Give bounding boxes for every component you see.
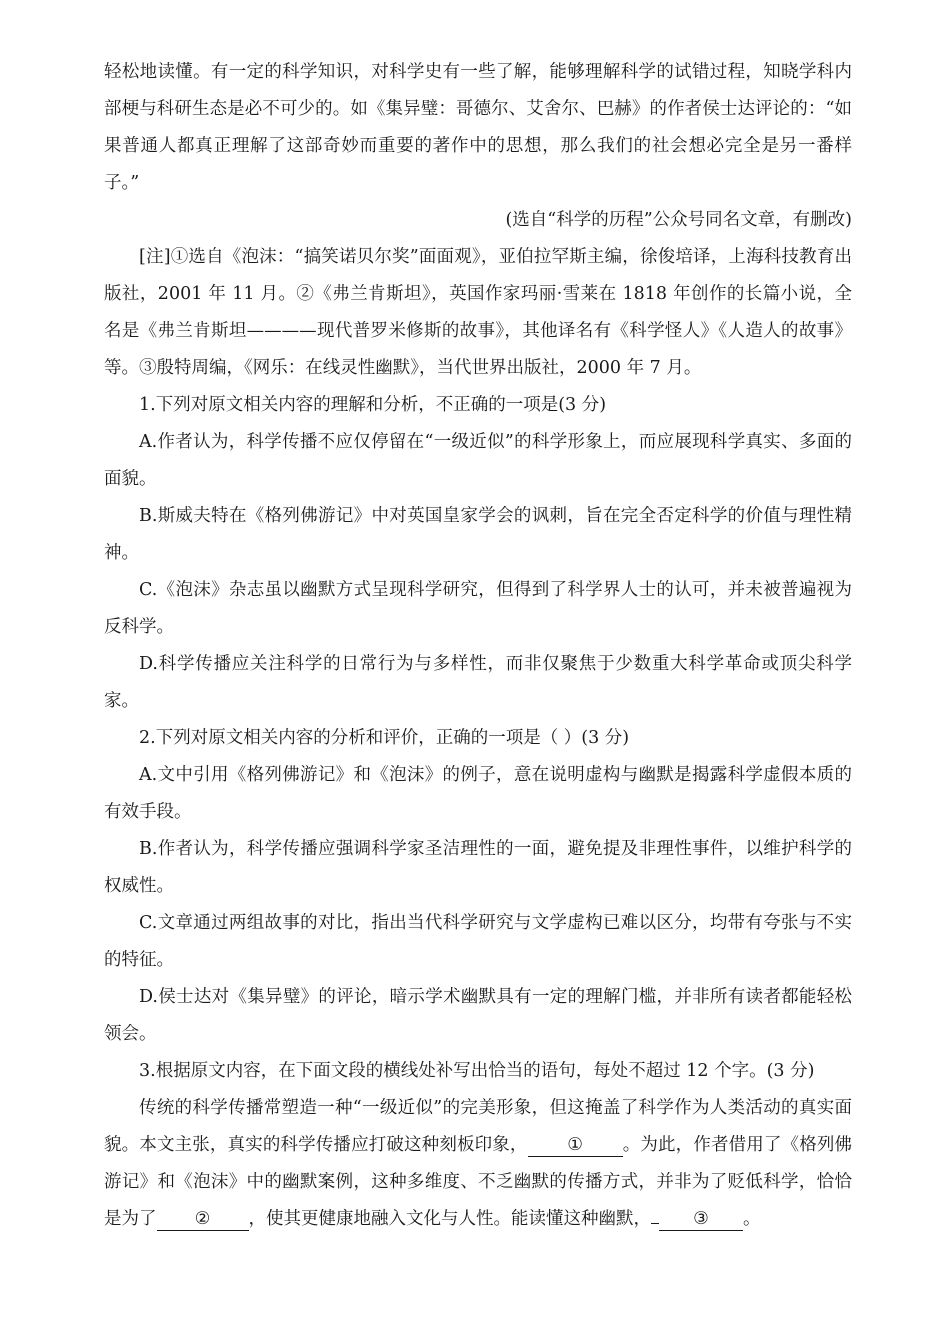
- question-2-option-c: C.文章通过两组故事的对比，指出当代科学研究与文学虚构已难以区分，均带有夸张与不实的特征。: [104, 913, 852, 970]
- fill-blank-1[interactable]: ①: [528, 1134, 623, 1157]
- fill-blank-3[interactable]: ③: [659, 1208, 743, 1231]
- fill-text-part-4: 。: [743, 1209, 761, 1229]
- question-1-option-b: B.斯威夫特在《格列佛游记》中对英国皇家学会的讽刺，旨在完全否定科学的价值与理性精神。: [104, 506, 852, 563]
- footnotes: [注]①选自《泡沫：“搞笑诺贝尔奖”面面观》，亚伯拉罕斯主编，徐俊培译，上海科技教育出版社，2001 年 11 月。②《弗兰肯斯坦》，英国作家玛丽·雪莱在 1818 年创作的长篇小说，全名是《弗兰肯斯坦————现代普罗米修斯的故事》，其他译名有《科学怪人》《人造人的故事》等。③殷特周编，《网乐：在线灵性幽默》，当代世界出版社，2000 年 7 月。: [104, 247, 852, 378]
- source-citation: (选自“科学的历程”公众号同名文章，有删改): [505, 210, 852, 230]
- question-2-stem: 2.下列对原文相关内容的分析和评价，正确的一项是（ ）(3 分): [139, 728, 630, 748]
- fill-blank-3-lead: [651, 1223, 659, 1224]
- fill-in-passage: [104, 1090, 852, 1238]
- fill-text-part-2: 。为此，作者借用了《格列佛游记》和《泡沫》中的幽默案例，这种多维度、不乏幽默的传播方式，并非为了贬低科学，恰恰是为了: [104, 1135, 853, 1229]
- question-2-option-b: B.作者认为，科学传播应强调科学家圣洁理性的一面，避免提及非理性事件，以维护科学的权威性。: [104, 839, 852, 896]
- fill-text-part-1: 传统的科学传播常塑造一种“一级近似”的完美形象，但这掩盖了科学作为人类活动的真实面貌。本文主张，真实的科学传播应打破这种刻板印象，: [104, 1098, 852, 1155]
- question-1-option-d: D.科学传播应关注科学的日常行为与多样性，而非仅聚焦于少数重大科学革命或顶尖科学家。: [104, 654, 852, 711]
- question-1-option-c: C.《泡沫》杂志虽以幽默方式呈现科学研究，但得到了科学界人士的认可，并未被普遍视为反科学。: [104, 580, 852, 637]
- question-3-stem: 3.根据原文内容，在下面文段的横线处补写出恰当的语句，每处不超过 12 个字。(3 分): [139, 1061, 815, 1081]
- question-2-option-d: D.侯士达对《集异璧》的评论，暗示学术幽默具有一定的理解门槛，并非所有读者都能轻松领会。: [104, 987, 852, 1044]
- question-1-stem: 1.下列对原文相关内容的理解和分析，不正确的一项是(3 分): [139, 395, 607, 415]
- fill-blank-2[interactable]: ②: [157, 1208, 249, 1231]
- question-1-option-a: A.作者认为，科学传播不应仅停留在“一级近似”的科学形象上，而应展现科学真实、多面的面貌。: [104, 432, 852, 489]
- passage-tail: 轻松地读懂。有一定的科学知识，对科学史有一些了解，能够理解科学的试错过程，知晓学科内部梗与科研生态是必不可少的。如《集异璧：哥德尔、艾舍尔、巴赫》的作者侯士达评论的：“如果普通人都真正理解了这部奇妙而重要的著作中的思想，那么我们的社会想必完全是另一番样子。”: [104, 62, 852, 193]
- fill-text-part-3: ，使其更健康地融入文化与人性。能读懂这种幽默，: [248, 1209, 651, 1229]
- question-2-option-a: A.文中引用《格列佛游记》和《泡沫》的例子，意在说明虚构与幽默是揭露科学虚假本质的有效手段。: [104, 765, 852, 822]
